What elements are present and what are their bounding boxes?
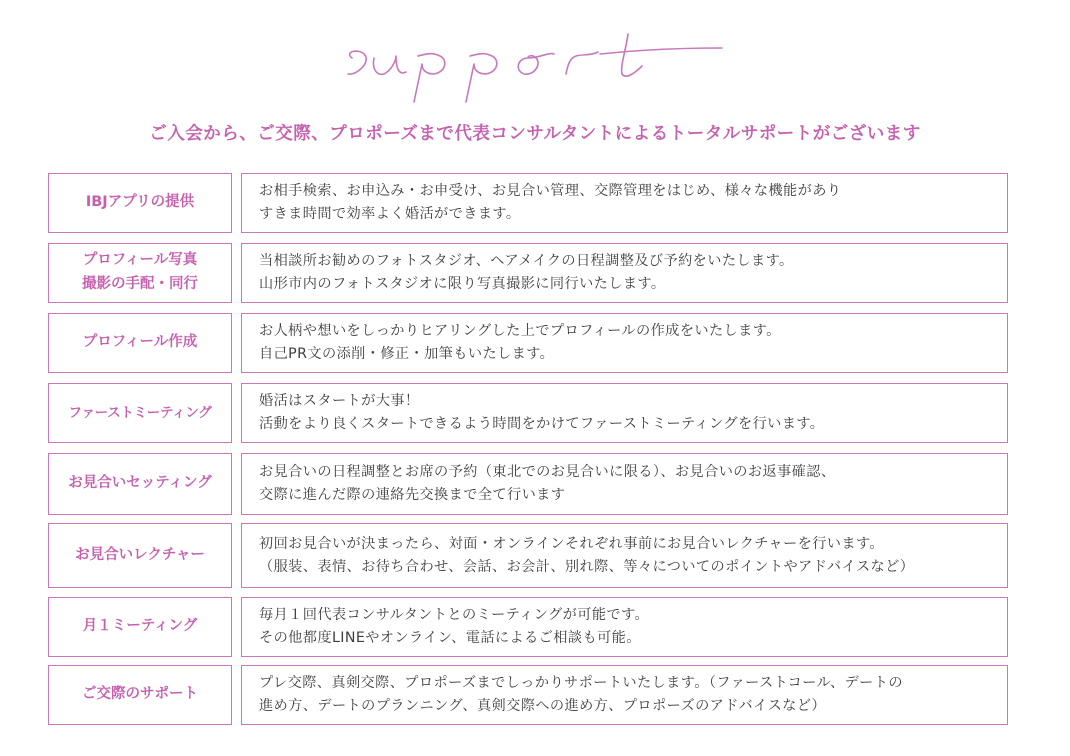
service-description: 初回お見合いが決まったら、対面・オンラインそれぞれ事前にお見合いレクチャーを行います。 （服装、表情、お待ち合わせ、会話、お会計、別れ際、等々についてのポイントやアドバイスなど） (259, 535, 915, 575)
service-label: ファーストミーティング (48, 383, 232, 443)
service-description: 毎月１回代表コンサルタントとのミーティングが可能です。 その他都度LINEやオンライン、電話によるご相談も可能。 (259, 607, 650, 646)
service-row-ibj-app (48, 173, 1008, 233)
service-row-profile-photo (48, 243, 1008, 303)
service-label: プロフィール作成 (48, 313, 232, 373)
page-subtitle: ご入会から、ご交際、プロポーズまで代表コンサルタントによるトータルサポートがございます (149, 124, 921, 144)
service-description-box (241, 665, 1008, 725)
service-description-box (241, 243, 1008, 303)
service-description-box (241, 313, 1008, 373)
service-label: お見合いセッティング (48, 453, 232, 515)
service-label: 月１ミーティング (48, 597, 232, 657)
service-description-box (241, 383, 1008, 443)
service-row-monthly-meeting (48, 597, 1008, 657)
service-row-profile-creation (48, 313, 1008, 373)
service-description-box (241, 173, 1008, 233)
service-label: プロフィール写真 撮影の手配・同行 (48, 243, 232, 303)
service-label: ご交際のサポート (48, 665, 232, 725)
svg-text:support: support (504, 59, 566, 78)
service-description-box (241, 523, 1008, 588)
service-description: お人柄や想いをしっかりヒアリングした上でプロフィールの作成をいたします。 自己PR文の添削・修正・加筆もいたします。 (259, 323, 781, 362)
service-description: 当相談所お勧めのフォトスタジオ、ヘアメイクの日程調整及び予約をいたします。 山形市内のフォトスタジオに限り写真撮影に同行いたします。 (259, 253, 794, 292)
service-description-box (241, 597, 1008, 657)
service-row-omiai-lecture (48, 523, 1008, 588)
service-row-dating-support (48, 665, 1008, 725)
service-description-box (241, 453, 1008, 515)
service-row-omiai-setting (48, 453, 1008, 515)
service-description: 婚活はスタートが大事！ 活動をより良くスタートできるよう時間をかけてファーストミーティングを行います。 (259, 393, 825, 432)
service-label: IBJアプリの提供 (48, 173, 232, 233)
service-label: お見合いレクチャー (48, 523, 232, 588)
service-description: お相手検索、お申込み・お申受け、お見合い管理、交際管理をはじめ、様々な機能があり すきま時間で効率よく婚活ができます。 (259, 183, 842, 222)
service-row-first-meeting (48, 383, 1008, 443)
support-script-title (0, 14, 1070, 110)
service-description: お見合いの日程調整とお席の予約（東北でのお見合いに限る）、お見合いのお返事確認、 交際に進んだ際の連絡先交換まで全て行います (259, 464, 836, 503)
service-description: プレ交際、真剣交際、プロポーズまでしっかりサポートいたします。（ファーストコール、デートの 進め方、デートのプランニング、真剣交際への進め方、プロポーズのアドバイスなど） (259, 675, 903, 714)
